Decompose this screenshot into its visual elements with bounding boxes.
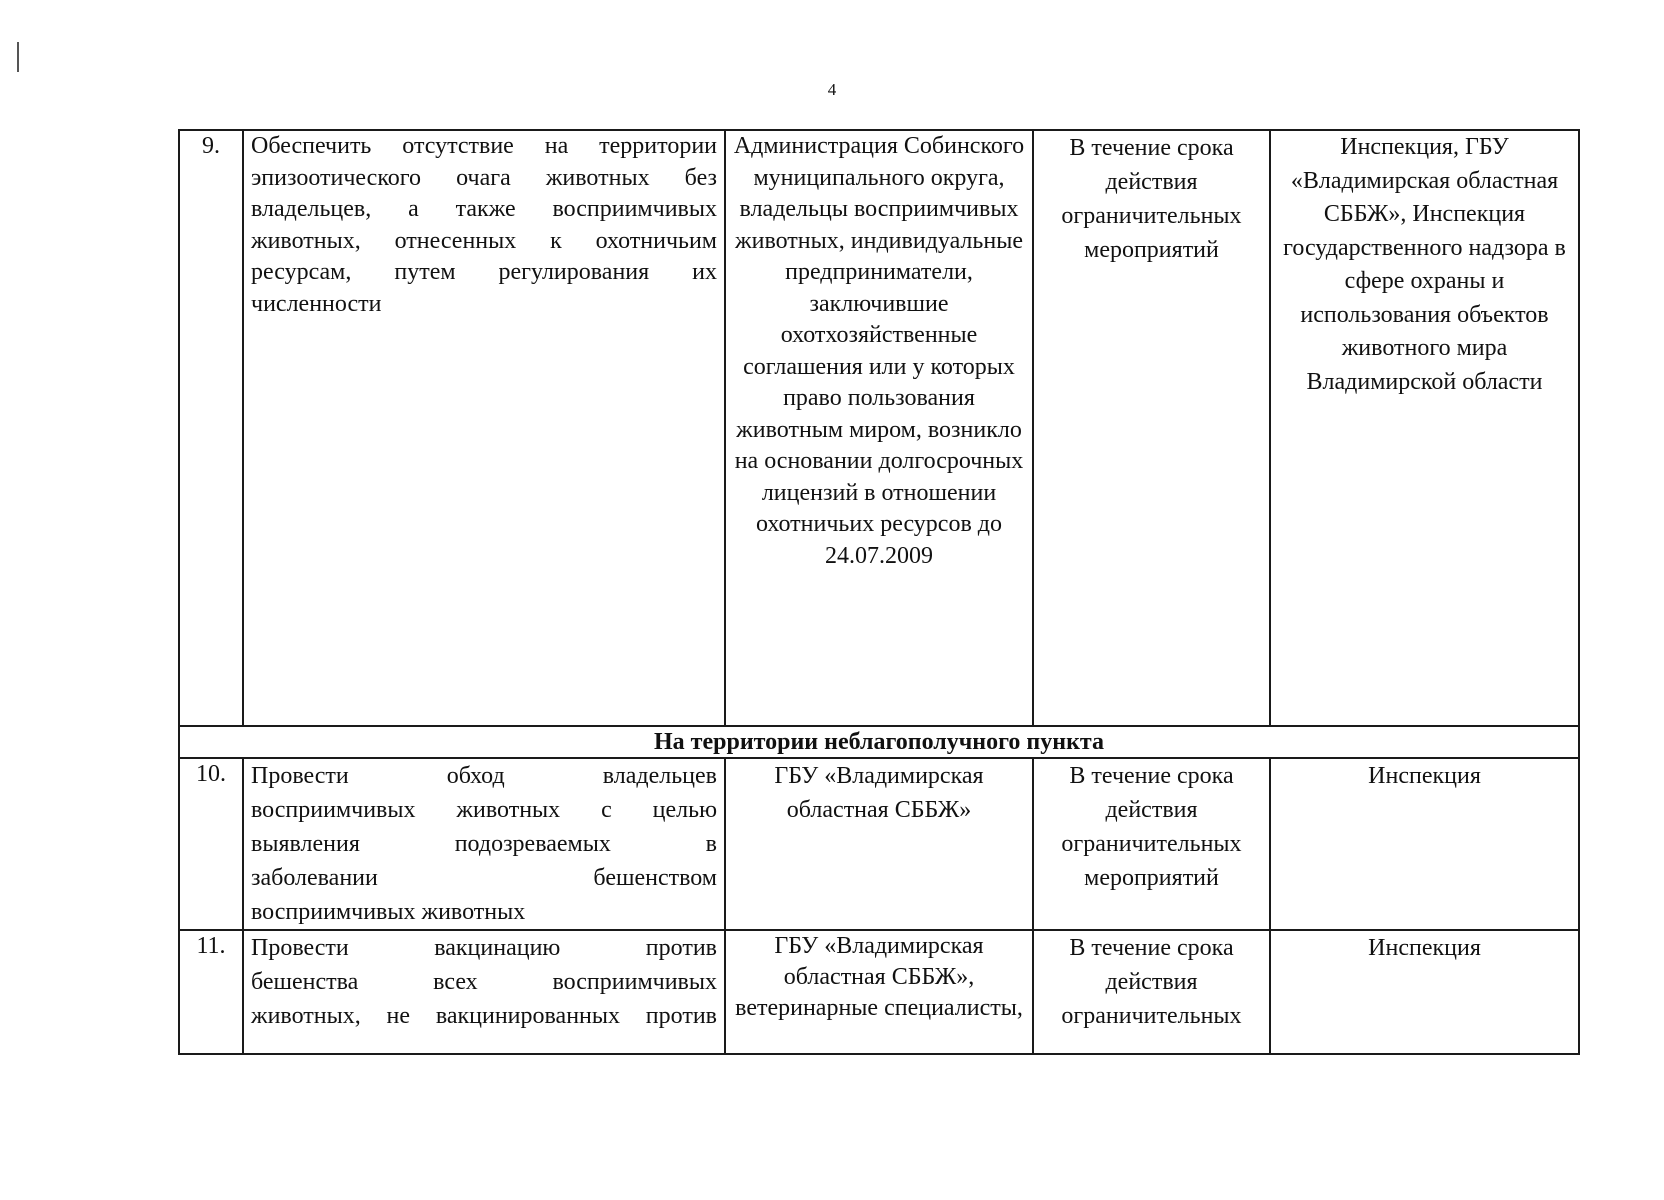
task-cell	[243, 930, 725, 1054]
responsible-cell: Администрация Собинского муниципального округа, владельцы восприимчивых животных, индивидуальные предприниматели, заключившие охотхозяйственные соглашения или у которых право пользования животным миром, возникло на основании долгосрочных лицензий в отношении охотничьих ресурсов до 24.07.2009	[725, 130, 1033, 726]
task-line: заболевании бешенством	[251, 865, 717, 891]
task-line: животных, отнесенных к охотничьим	[251, 227, 717, 254]
task-line: Провести вакцинацию против	[251, 935, 717, 961]
task-line: Обеспечить отсутствие на территории	[251, 133, 717, 159]
term-cell: В течение срока действия ограничительных мероприятий	[1033, 130, 1270, 726]
measures-table	[178, 129, 1580, 1055]
task-line: выявления подозреваемых в	[251, 831, 717, 857]
task-line: ресурсам, путем регулирования их	[251, 259, 717, 285]
section-row	[179, 726, 1579, 758]
responsible-cell: ГБУ «Владимирская областная СББЖ», ветеринарные специалисты,	[725, 930, 1033, 1054]
control-cell: Инспекция	[1270, 758, 1579, 930]
control-cell: Инспекция	[1270, 930, 1579, 1054]
scan-margin-mark	[17, 42, 19, 72]
task-line: восприимчивых животных	[251, 899, 526, 925]
table-row	[179, 130, 1579, 726]
responsible-cell: ГБУ «Владимирская областная СББЖ»	[725, 758, 1033, 930]
task-line: бешенства всех восприимчивых	[251, 969, 717, 995]
row-number: 11.	[179, 930, 243, 1054]
task-line: владельцев, а также восприимчивых	[251, 196, 717, 222]
term-cell: В течение срока действия ограничительных	[1033, 930, 1270, 1054]
control-cell: Инспекция, ГБУ «Владимирская областная СББЖ», Инспекция государственного надзора в сфере охраны и использования объектов животного мира Владимирской области	[1270, 130, 1579, 726]
table-row	[179, 758, 1579, 930]
task-line: эпизоотического очага животных без	[251, 164, 717, 191]
task-cell	[243, 758, 725, 930]
task-line: восприимчивых животных с целью	[251, 797, 717, 823]
task-line: животных, не вакцинированных против	[251, 1003, 717, 1029]
row-number: 9.	[179, 130, 243, 726]
section-heading: На территории неблагополучного пункта	[179, 726, 1579, 758]
term-cell: В течение срока действия ограничительных мероприятий	[1033, 758, 1270, 930]
row-number: 10.	[179, 758, 243, 930]
task-line: численности	[251, 290, 382, 317]
page-number: 4	[827, 80, 837, 99]
table-row	[179, 930, 1579, 1054]
task-cell	[243, 130, 725, 726]
task-line: Провести обход владельцев	[251, 763, 717, 789]
